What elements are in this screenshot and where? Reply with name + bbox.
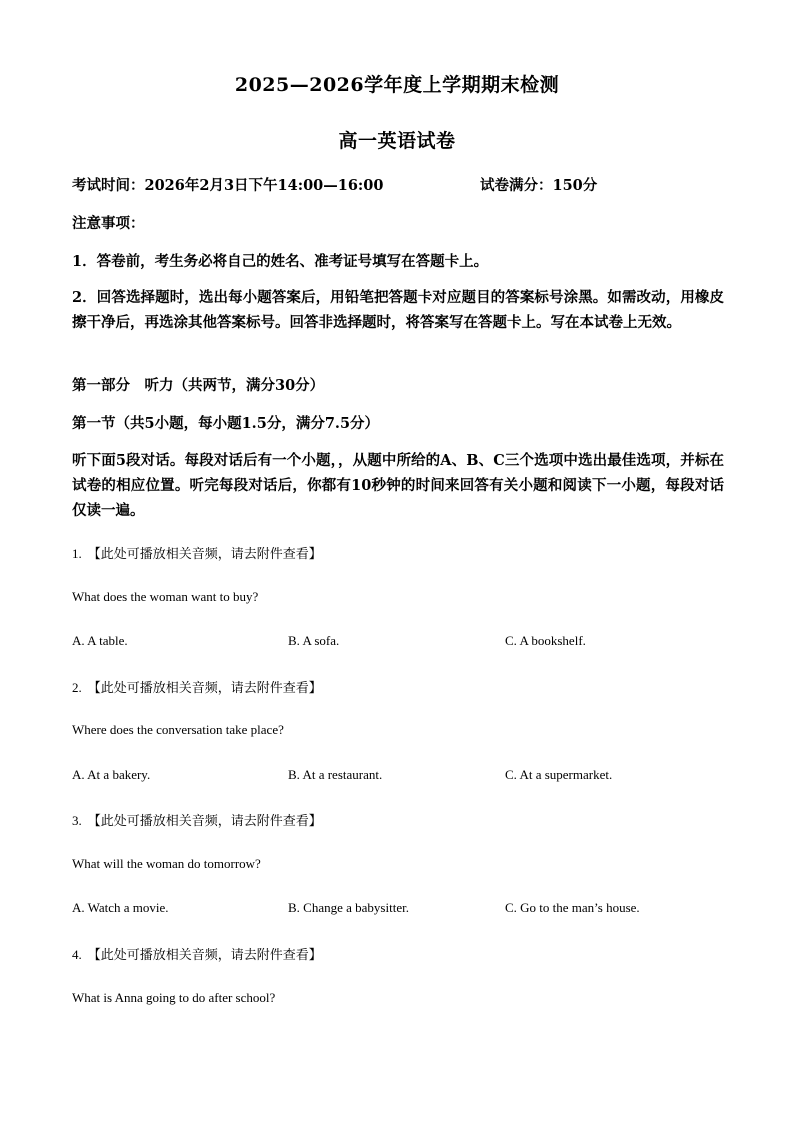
question-number: 1.	[72, 546, 82, 561]
note-item-1: 1．答卷前，考生务必将自己的姓名、准考证号填写在答题卡上。	[72, 253, 489, 270]
question-number: 3.	[72, 813, 82, 828]
note-item-2: 2．回答选择题时，选出每小题答案后，用铅笔把答题卡对应题目的答案标号涂黑。如需改动，用橡皮擦干净后，再选涂其他答案标号。回答非选择题时，将答案写在答题卡上。写在本试卷上无效。	[72, 289, 724, 331]
audio-note: 【此处可播放相关音频，请去附件查看】	[87, 547, 322, 562]
question-2-option-a: A. At a bakery.	[72, 767, 151, 782]
audio-note: 【此处可播放相关音频，请去附件查看】	[87, 948, 322, 963]
question-1-option-c: C. A bookshelf.	[505, 633, 586, 648]
question-number: 4.	[72, 947, 82, 962]
exam-subtitle: 高一英语试卷	[338, 130, 456, 152]
question-1-option-b: B. A sofa.	[288, 633, 340, 648]
question-number: 2.	[72, 680, 82, 695]
section1-heading: 第一节（共5小题，每小题1.5分，满分7.5分）	[72, 415, 380, 432]
question-2-option-c: C. At a supermarket.	[505, 767, 613, 782]
question-3-option-a: A. Watch a movie.	[72, 900, 169, 915]
question-3-option-c: C. Go to the man’s house.	[505, 900, 640, 915]
full-score: 试卷满分：150分	[480, 177, 598, 194]
question-4-header	[72, 944, 322, 963]
question-3-stem: What will the woman do tomorrow?	[72, 856, 261, 871]
question-4-stem: What is Anna going to do after school?	[72, 990, 276, 1005]
section1-instructions: 听下面5段对话。每段对话后有一个小题，，从题中所给的A、B、C三个选项中选出最佳选项，并标在试卷的相应位置。听完每段对话后，你都有10秒钟的时间来回答有关小题和阅读下一小题，每段对话仅读一遍。	[72, 452, 724, 519]
question-1-stem: What does the woman want to buy?	[72, 589, 259, 604]
part1-heading: 第一部分 听力（共两节，满分30分）	[72, 377, 325, 394]
question-2-option-b: B. At a restaurant.	[288, 767, 383, 782]
question-1-option-a: A. A table.	[72, 633, 128, 648]
audio-note: 【此处可播放相关音频，请去附件查看】	[87, 681, 322, 696]
question-3-option-b: B. Change a babysitter.	[288, 900, 409, 915]
notes-heading: 注意事项：	[72, 215, 145, 232]
question-3-header	[72, 810, 322, 829]
exam-title: 2025—2026学年度上学期期末检测	[234, 74, 560, 96]
audio-note: 【此处可播放相关音频，请去附件查看】	[87, 814, 322, 829]
exam-time: 考试时间：2026年2月3日下午14:00—16:00	[72, 177, 384, 194]
question-2-stem: Where does the conversation take place?	[72, 722, 284, 737]
question-2-header	[72, 677, 322, 696]
question-1-header	[72, 543, 322, 562]
